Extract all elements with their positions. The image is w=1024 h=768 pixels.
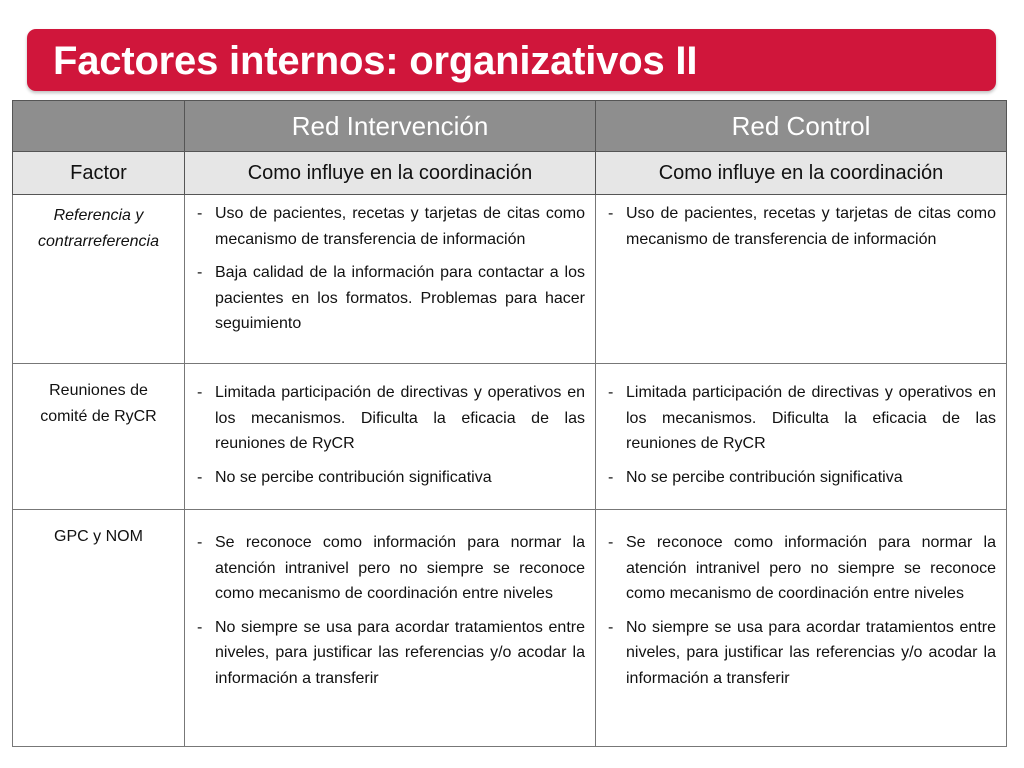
list-item: - Limitada participación de directivas y operativos en los mecanismos. Dificulta la eficacia de las reuniones de RyCR [195, 380, 585, 457]
factor-label: comité de RyCR [40, 408, 157, 425]
control-cell [596, 195, 1007, 364]
list-item: - Se reconoce como información para normar la atención intranivel pero no siempre se reconoce como mecanismo de coordinación entre niveles [195, 530, 585, 607]
list-item: - Uso de pacientes, recetas y tarjetas de citas como mecanismo de transferencia de información [606, 201, 996, 252]
intervencion-cell [185, 510, 596, 747]
intervencion-cell [185, 195, 596, 364]
title-banner [27, 29, 996, 91]
group-header-row [13, 101, 1007, 152]
list-item: - No siempre se usa para acordar tratamientos entre niveles, para justificar las referencias y/o acodar la información a transferir [195, 615, 585, 692]
table-row [13, 510, 1007, 747]
slide-title: Factores internos: organizativos II [53, 39, 698, 83]
header-influence-intervencion: Como influye en la coordinación [185, 152, 596, 195]
header-red-control: Red Control [596, 101, 1007, 152]
empty-header-cell [13, 101, 185, 152]
column-header-row [13, 152, 1007, 195]
table-row [13, 195, 1007, 364]
table-row [13, 364, 1007, 510]
factor-label: GPC y NOM [54, 528, 143, 545]
factor-cell [13, 510, 185, 747]
factor-label: contrarreferencia [38, 233, 159, 250]
header-influence-control: Como influye en la coordinación [596, 152, 1007, 195]
list-item: - Limitada participación de directivas y operativos en los mecanismos. Dificulta la eficacia de las reuniones de RyCR [606, 380, 996, 457]
factor-cell [13, 195, 185, 364]
header-factor: Factor [13, 152, 185, 195]
list-item: - Se reconoce como información para normar la atención intranivel pero no siempre se reconoce como mecanismo de coordinación entre niveles [606, 530, 996, 607]
list-item: - Baja calidad de la información para contactar a los pacientes en los formatos. Problemas para hacer seguimiento [195, 260, 585, 337]
list-item: - No se percibe contribución significativa [606, 465, 996, 491]
comparison-table [12, 100, 1007, 747]
intervencion-cell [185, 364, 596, 510]
factor-cell [13, 364, 185, 510]
list-item: - No siempre se usa para acordar tratamientos entre niveles, para justificar las referencias y/o acodar la información a transferir [606, 615, 996, 692]
list-item: - Uso de pacientes, recetas y tarjetas de citas como mecanismo de transferencia de información [195, 201, 585, 252]
control-cell [596, 510, 1007, 747]
factor-label: Referencia y [53, 207, 144, 224]
control-cell [596, 364, 1007, 510]
factor-label: Reuniones de [49, 382, 148, 399]
list-item: - No se percibe contribución significativa [195, 465, 585, 491]
header-red-intervencion: Red Intervención [185, 101, 596, 152]
